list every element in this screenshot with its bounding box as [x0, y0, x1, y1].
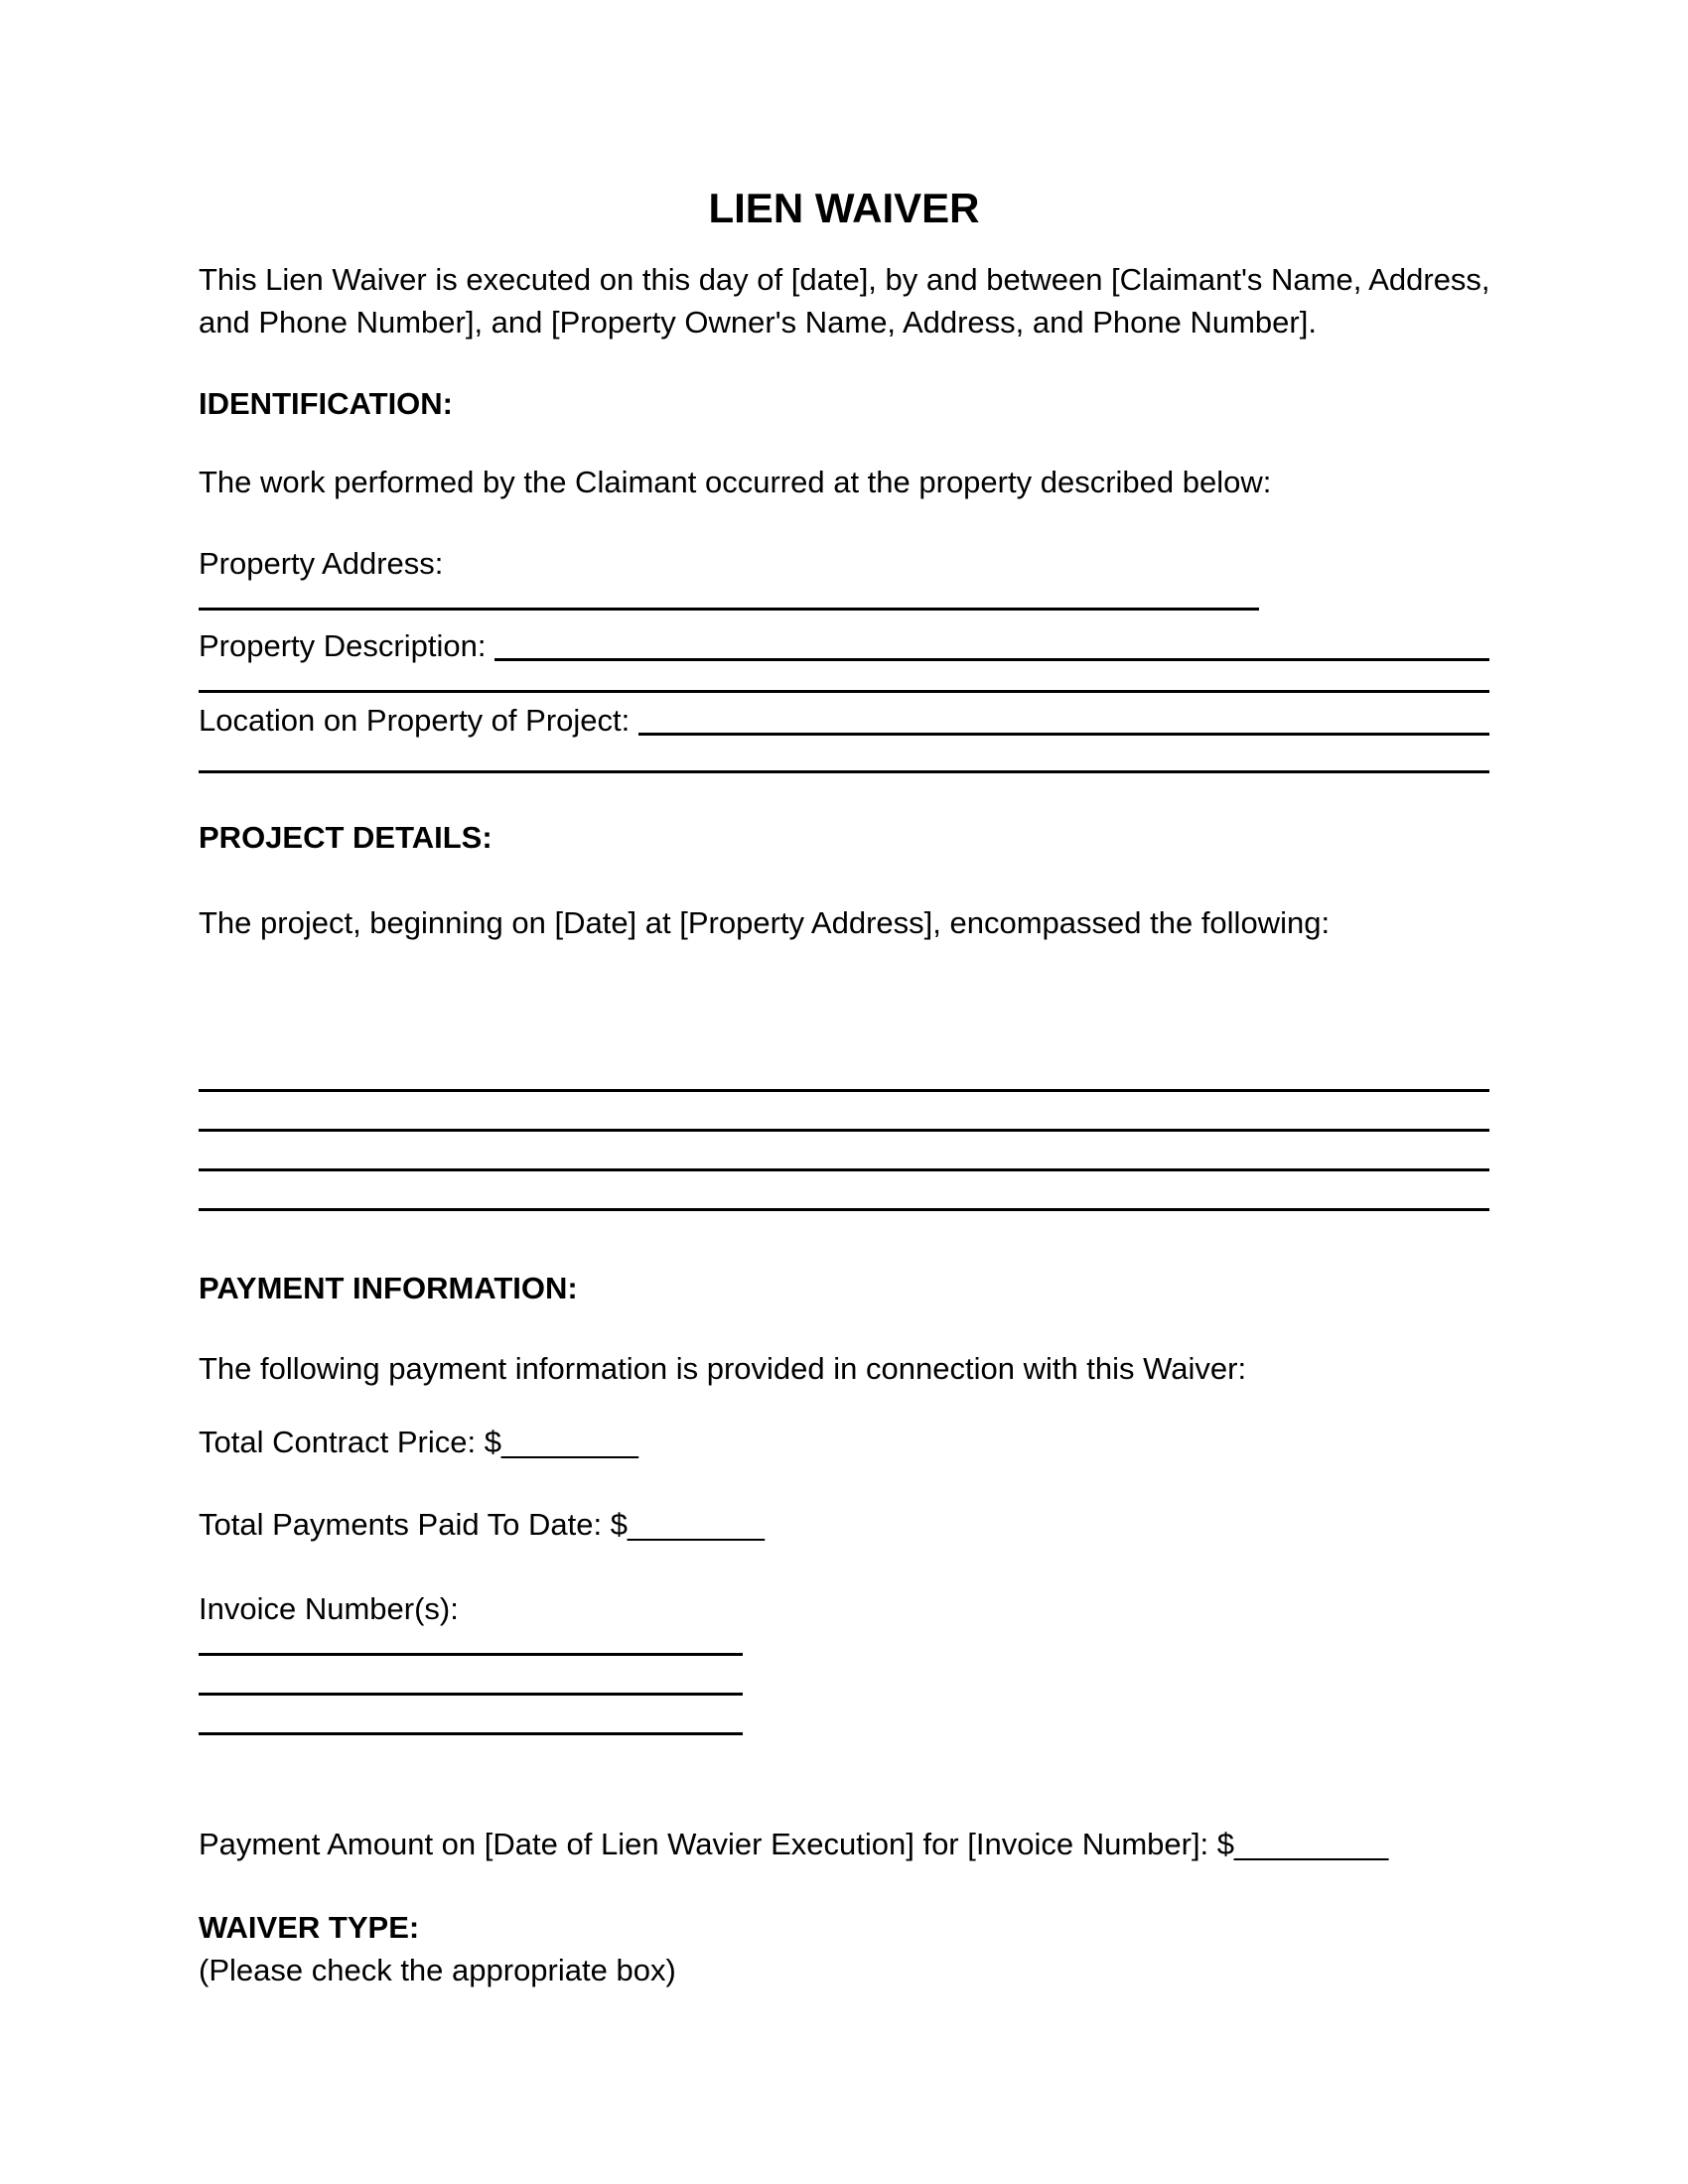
- location-on-property-write-in-line: [638, 733, 1489, 736]
- invoice-numbers-write-in-lines: [199, 1630, 1489, 1735]
- property-description-row: [199, 624, 1489, 667]
- payment-information-heading: PAYMENT INFORMATION:: [199, 1271, 578, 1305]
- property-description-label: Property Description:: [199, 628, 487, 663]
- location-on-property-write-in-line-2: [199, 742, 1489, 773]
- project-details-lead-text: The project, beginning on [Date] at [Property Address], encompassed the following:: [199, 905, 1331, 940]
- property-description-write-in-line: [494, 658, 1489, 661]
- payment-amount-field: Payment Amount on [Date of Lien Wavier Execution] for [Invoice Number]: $_________: [199, 1827, 1389, 1861]
- property-address-write-in-line: [199, 585, 1259, 611]
- property-description-write-in-line-2: [199, 667, 1489, 693]
- total-payments-paid-field: Total Payments Paid To Date: $________: [199, 1507, 765, 1542]
- invoice-numbers-label: Invoice Number(s):: [199, 1591, 459, 1626]
- property-address-label: Property Address:: [199, 546, 444, 581]
- waiver-type-note: (Please check the appropriate box): [199, 1953, 676, 1987]
- write-in-line: [199, 1132, 1489, 1171]
- waiver-type-heading: WAIVER TYPE:: [199, 1910, 420, 1945]
- project-details-heading: PROJECT DETAILS:: [199, 820, 492, 855]
- intro-line-1: This Lien Waiver is executed on this day of [date], by and between [Claimant's Name, Address,: [199, 262, 1490, 297]
- write-in-line: [199, 944, 1489, 1092]
- intro-line-2: and Phone Number], and [Property Owner's Name, Address, and Phone Number].: [199, 305, 1317, 340]
- identification-heading: IDENTIFICATION:: [199, 386, 454, 421]
- identification-lead-text: The work performed by the Claimant occurred at the property described below:: [199, 465, 1272, 499]
- document-title: LIEN WAIVER: [708, 185, 980, 231]
- location-on-property-label: Location on Property of Project:: [199, 703, 631, 738]
- project-details-write-in-lines: [199, 944, 1489, 1211]
- write-in-line: [199, 1656, 743, 1696]
- write-in-line: [199, 1630, 743, 1656]
- location-on-property-row: [199, 699, 1489, 742]
- write-in-line: [199, 1092, 1489, 1132]
- write-in-line: [199, 1696, 743, 1735]
- payment-information-lead-text: The following payment information is provided in connection with this Waiver:: [199, 1351, 1247, 1386]
- write-in-line: [199, 1171, 1489, 1211]
- total-contract-price-field: Total Contract Price: $________: [199, 1425, 638, 1459]
- intro-paragraph: [199, 258, 1489, 343]
